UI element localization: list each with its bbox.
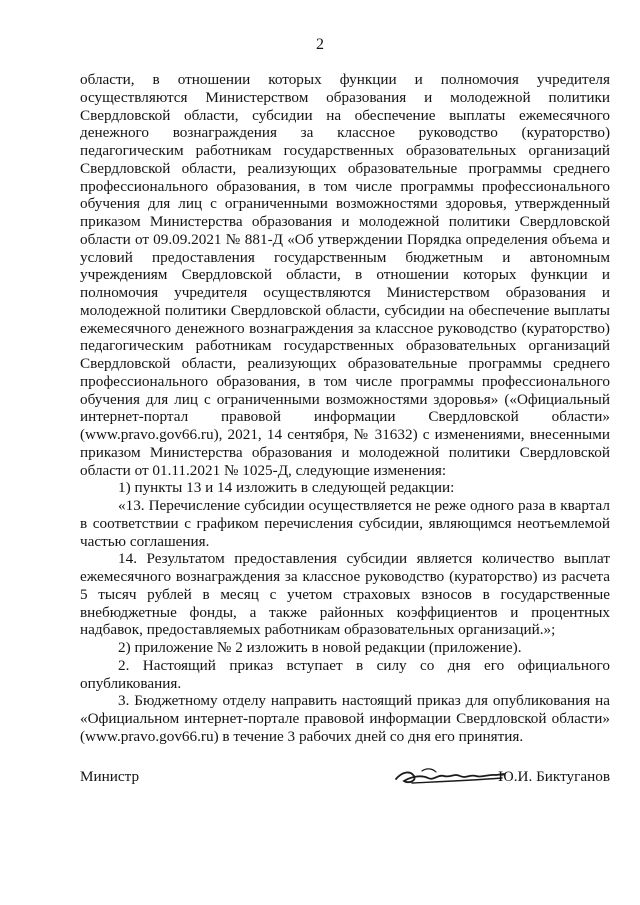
paragraph-clause-3: 3. Бюджетному отделу направить настоящий приказ для опубликования на «Официальном интернет-портале правовой информации Свердловской области» (www.pravo.gov66.ru) в течение 3 рабочих дней со дня его принятия. <box>80 692 610 745</box>
signatory-title: Министр <box>80 768 140 785</box>
page-number: 2 <box>316 36 324 53</box>
paragraph-point-13: «13. Перечисление субсидии осуществляется не реже одного раза в квартал в соответствии с графиком перечисления субсидии, являющимся неотъемлемой частью соглашения. <box>80 497 610 550</box>
signatory-name: Ю.И. Биктуганов <box>498 768 610 785</box>
document-body <box>80 71 610 746</box>
paragraph-item-2: 2) приложение № 2 изложить в новой редакции (приложение). <box>118 639 522 656</box>
paragraph-clause-2: 2. Настоящий приказ вступает в силу со дня его официального опубликования. <box>80 656 610 692</box>
handwritten-signature <box>392 762 508 792</box>
paragraph-item-1: 1) пункты 13 и 14 изложить в следующей редакции: <box>118 479 455 497</box>
paragraph-point-14: 14. Результатом предоставления субсидии является количество выплат ежемесячного вознаграждения за классное руководство (кураторство) из расчета 5 тысяч рублей в месяц с учетом страховых взносов в государственные внебюджетные фонды, а также районных коэффициентов и процентных надбавок, предоставляемых работникам образовательных организаций.»; <box>80 550 610 639</box>
signature-block <box>80 768 610 792</box>
paragraph-amendment-intro: области, в отношении которых функции и полномочия учредителя осуществляются Министерством образования и молодежной политики Свердловской области, субсидии на обеспечение выплаты ежемесячного денежного вознаграждения за классное руководство (кураторство) педагогическим работникам государственных образовательных организаций Свердловской области, реализующих образовательные программы среднего профессионального образования, в том числе программы профессионального обучения для лиц с ограниченными возможностями здоровья, утвержденный приказом Министерства образования и молодежной политики Свердловской области от 09.09.2021 № 881-Д «Об утверждении Порядка определения объема и условий предоставления государственным бюджетным и автономным учреждениям Свердловской области, в отношении которых функции и полномочия учредителя осуществляются Министерством образования и молодежной политики Свердловской области, субсидии на обеспечение выплаты ежемесячного денежного вознаграждения за классное руководство (кураторство) педагогическим работникам государственных образовательных организаций Свердловской области, реализующих образовательные программы среднего профессионального образования, в том числе программы профессионального обучения для лиц с ограниченными возможностями здоровья» («Официальный интернет-портал правовой информации Свердловской области» (www.pravo.gov66.ru), 2021, 14 сентября, № 31632) с изменениями, внесенными приказом Министерства образования и молодежной политики Свердловской области от 01.11.2021 № 1025-Д, следующие изменения: <box>80 71 610 479</box>
